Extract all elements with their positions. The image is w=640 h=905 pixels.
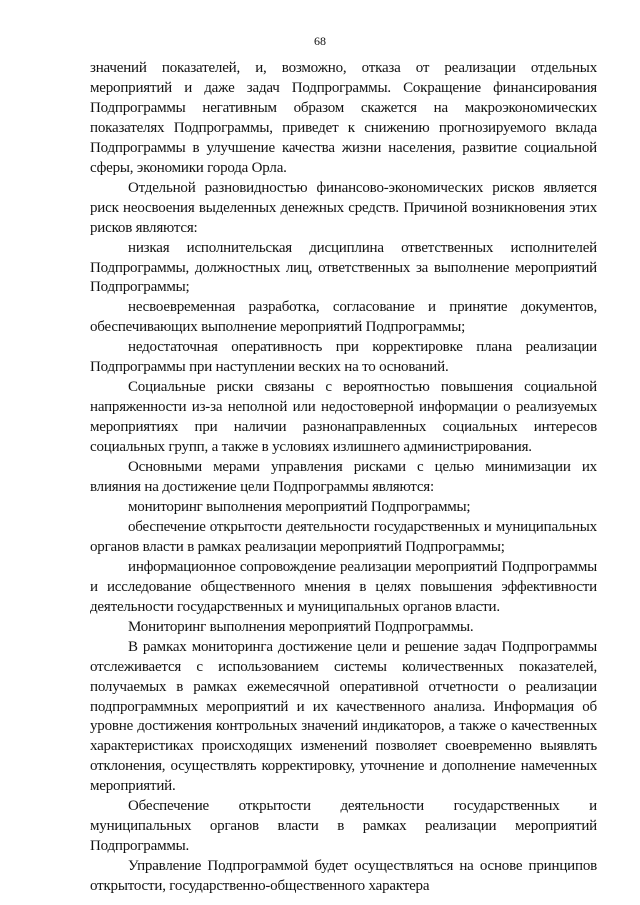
list-item: несвоевременная разработка, согласование и принятие документов, обеспечивающих выполнение мероприятий Подпрограммы;: [90, 299, 597, 336]
paragraph: значений показателей, и, возможно, отказа от реализации отдельных мероприятий и даже задач Подпрограммы. Сокращение финансирования Подпрограммы негативным образом скажется на макроэкономических показателях Подпрограммы, приведет к снижению прогнозируемого вклада Подпрограммы в улучшение качества жизни населения, развитие социальной сферы, экономики города Орла.: [90, 60, 597, 176]
document-body: [90, 59, 597, 897]
paragraph: Управление Подпрограммой будет осуществляться на основе принципов открытости, государственно-общественного характера: [90, 858, 597, 895]
list-item: недостаточная оперативность при корректировке плана реализации Подпрограммы при наступлении веских на то оснований.: [90, 339, 597, 376]
section-heading: Мониторинг выполнения мероприятий Подпрограммы.: [128, 618, 474, 635]
list-item: информационное сопровождение реализации мероприятий Подпрограммы и исследование общественного мнения в целях повышения эффективности деятельности государственных и муниципальных органов власти.: [90, 558, 597, 615]
section-heading: Обеспечение открытости деятельности государственных и муниципальных органов власти в рамках реализации мероприятий Подпрограммы.: [90, 798, 597, 855]
page-number: 68: [314, 34, 326, 48]
paragraph: Основными мерами управления рисками с целью минимизации их влияния на достижение цели Подпрограммы являются:: [90, 459, 597, 496]
list-item: мониторинг выполнения мероприятий Подпрограммы;: [128, 498, 471, 515]
list-item: обеспечение открытости деятельности государственных и муниципальных органов власти в рамках реализации мероприятий Подпрограммы;: [90, 518, 597, 555]
paragraph: Отдельной разновидностью финансово-экономических рисков является риск неосвоения выделенных денежных средств. Причиной возникновения этих рисков являются:: [90, 179, 597, 236]
paragraph: В рамках мониторинга достижение цели и решение задач Подпрограммы отслеживается с использованием системы количественных показателей, получаемых в рамках ежемесячной оперативной отчетности о реализации подпрограммных мероприятий и их качественного анализа. Информация об уровне достижения контрольных значений индикаторов, а также о качественных характеристиках происходящих изменений позволяет своевременно выявлять отклонения, осуществлять корректировку, уточнение и дополнение намеченных мероприятий.: [90, 638, 597, 795]
paragraph: Социальные риски связаны с вероятностью повышения социальной напряженности из-за неполной или недостоверной информации о реализуемых мероприятиях при наличии разнонаправленных социальных интересов социальных групп, а также в условиях излишнего администрирования.: [90, 379, 597, 456]
list-item: низкая исполнительская дисциплина ответственных исполнителей Подпрограммы, должностных лиц, ответственных за выполнение мероприятий Подпрограммы;: [90, 239, 597, 296]
